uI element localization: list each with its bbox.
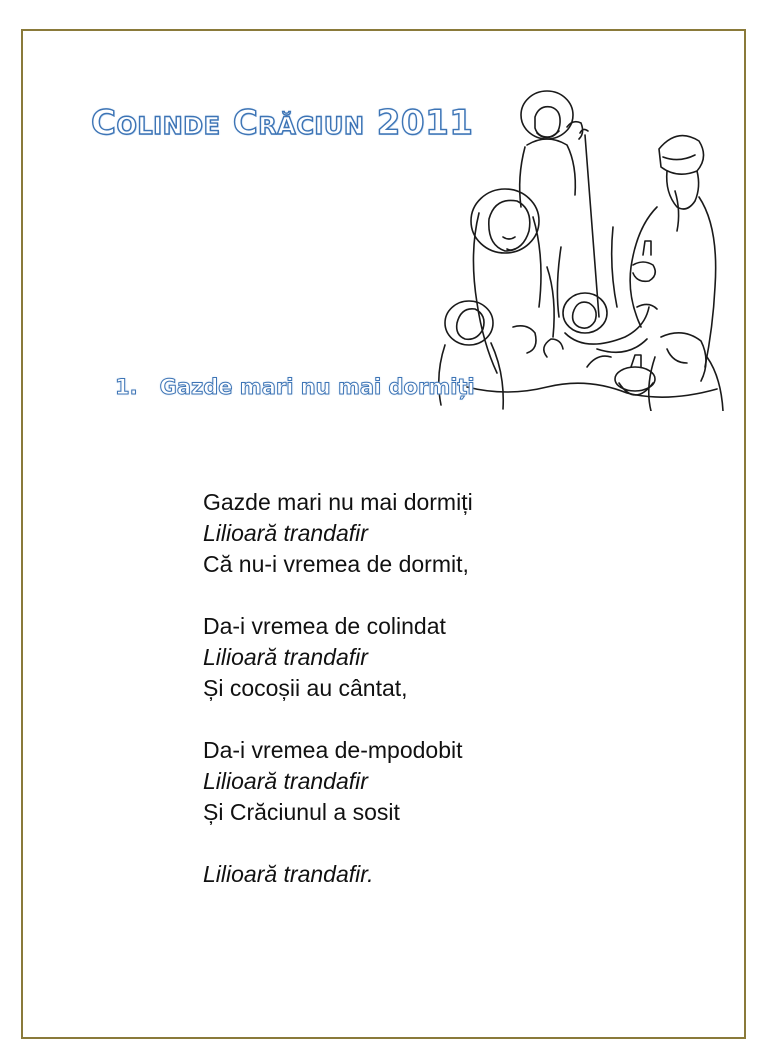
lyric-line-refrain: Lilioară trandafir.: [203, 861, 374, 887]
lyric-line-refrain: Lilioară trandafir: [203, 644, 368, 670]
lyric-line: Gazde mari nu mai dormiți: [203, 489, 473, 515]
song-number: 1.: [115, 375, 138, 399]
document-title: Colinde Crăciun 2011: [91, 103, 474, 143]
stanza: [203, 611, 473, 704]
document-page: [21, 29, 746, 1039]
lyric-line: Că nu-i vremea de dormit,: [203, 551, 469, 577]
lyric-line-refrain: Lilioară trandafir: [203, 768, 368, 794]
lyric-line: Da-i vremea de colindat: [203, 613, 446, 639]
stanza: [203, 859, 473, 890]
lyrics: [203, 487, 473, 921]
song-title: Gazde mari nu mai dormiți: [159, 375, 475, 399]
nativity-illustration: [437, 87, 727, 411]
lyric-line-refrain: Lilioară trandafir: [203, 520, 368, 546]
song-heading: [115, 375, 475, 399]
lyric-line: Și Crăciunul a sosit: [203, 799, 400, 825]
stanza: [203, 487, 473, 580]
lyric-line: Da-i vremea de-mpodobit: [203, 737, 463, 763]
stanza: [203, 735, 473, 828]
lyric-line: Și cocoșii au cântat,: [203, 675, 408, 701]
